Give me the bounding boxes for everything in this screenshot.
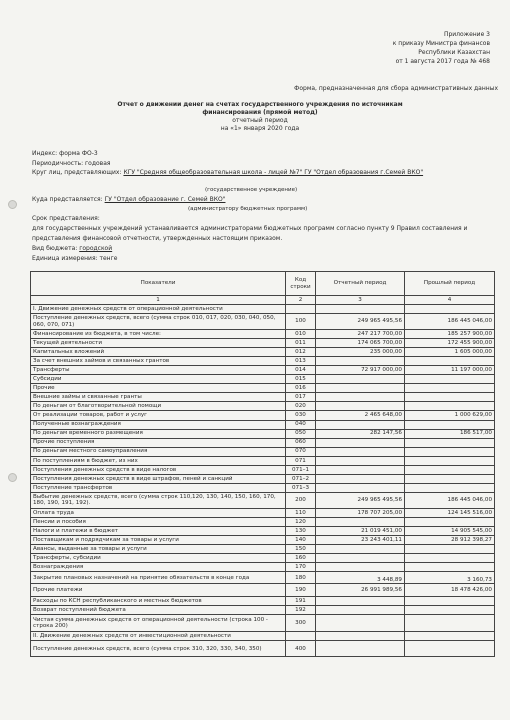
row-previous-value bbox=[405, 438, 495, 447]
binder-hole-mark bbox=[8, 200, 17, 209]
row-indicator: Финансирование из бюджета, в том числе: bbox=[31, 330, 286, 339]
table-row bbox=[31, 348, 495, 357]
row-previous-value: 124 145 516,00 bbox=[405, 508, 495, 517]
table-row bbox=[31, 438, 495, 447]
row-indicator: Поступление денежных средств, всего (сумма строк 010, 017, 020, 030, 040, 050, 060, 070, 071) bbox=[31, 314, 286, 330]
row-current-value bbox=[316, 456, 405, 465]
row-indicator: От реализации товаров, работ и услуг bbox=[31, 411, 286, 420]
row-previous-value bbox=[405, 474, 495, 483]
row-previous-value bbox=[405, 357, 495, 366]
table-row bbox=[31, 393, 495, 402]
table-row bbox=[31, 429, 495, 438]
table-row bbox=[31, 554, 495, 563]
row-previous-value: 186 445 046,00 bbox=[405, 492, 495, 508]
table-row bbox=[31, 563, 495, 572]
row-line-code: 192 bbox=[286, 606, 316, 615]
row-line-code: 200 bbox=[286, 492, 316, 508]
row-current-value bbox=[316, 474, 405, 483]
row-line-code: 100 bbox=[286, 314, 316, 330]
unit-of-measure: Единица измерения: тенге bbox=[32, 255, 118, 262]
row-current-value: 2 465 648,00 bbox=[316, 411, 405, 420]
row-previous-value: 172 455 900,00 bbox=[405, 339, 495, 348]
table-row bbox=[31, 465, 495, 474]
row-current-value bbox=[316, 384, 405, 393]
row-line-code: 013 bbox=[286, 357, 316, 366]
row-current-value bbox=[316, 483, 405, 492]
row-indicator: Прочие поступления bbox=[31, 438, 286, 447]
table-row bbox=[31, 366, 495, 375]
recipient: Куда представляется: ГУ "Отдел образование г. Семей ВКО" bbox=[32, 196, 226, 203]
row-previous-value: 1 605 000,00 bbox=[405, 348, 495, 357]
row-line-code: 071–3 bbox=[286, 483, 316, 492]
row-previous-value bbox=[405, 375, 495, 384]
table-row bbox=[31, 305, 495, 314]
row-previous-value: 186 445 046,00 bbox=[405, 314, 495, 330]
table-row bbox=[31, 384, 495, 393]
row-line-code: 010 bbox=[286, 330, 316, 339]
row-indicator: II. Движение денежных средств от инвестиционной деятельности bbox=[31, 632, 286, 641]
binder-hole-mark bbox=[8, 473, 17, 482]
row-indicator: Капитальных вложений bbox=[31, 348, 286, 357]
row-previous-value: 185 257 900,00 bbox=[405, 330, 495, 339]
row-current-value bbox=[316, 554, 405, 563]
row-line-code bbox=[286, 632, 316, 641]
row-indicator: Чистая сумма денежных средств от операционной деятельности (строка 100 - строка 200) bbox=[31, 615, 286, 632]
row-previous-value bbox=[405, 606, 495, 615]
row-line-code: 400 bbox=[286, 641, 316, 657]
table-row bbox=[31, 632, 495, 641]
row-line-code: 180 bbox=[286, 572, 316, 584]
form-purpose-note: Форма, предназначенная для сбора административных данных bbox=[294, 85, 498, 92]
row-indicator: По деньгам местного самоуправления bbox=[31, 447, 286, 456]
row-current-value bbox=[316, 641, 405, 657]
row-indicator: Субсидии bbox=[31, 375, 286, 384]
row-indicator: Поступления денежных средств в виде налогов bbox=[31, 465, 286, 474]
row-line-code: 160 bbox=[286, 554, 316, 563]
table-row bbox=[31, 357, 495, 366]
row-previous-value bbox=[405, 483, 495, 492]
table-row bbox=[31, 536, 495, 545]
row-previous-value bbox=[405, 384, 495, 393]
table-row bbox=[31, 526, 495, 535]
periodicity: Периодичность: годовая bbox=[32, 160, 111, 167]
row-previous-value bbox=[405, 632, 495, 641]
row-previous-value bbox=[405, 641, 495, 657]
row-current-value bbox=[316, 545, 405, 554]
row-previous-value bbox=[405, 305, 495, 314]
column-number-row: 1 2 3 4 bbox=[31, 296, 495, 305]
row-current-value bbox=[316, 420, 405, 429]
table-row bbox=[31, 615, 495, 632]
row-line-code: 190 bbox=[286, 584, 316, 597]
row-line-code: 071–2 bbox=[286, 474, 316, 483]
row-current-value: 174 065 700,00 bbox=[316, 339, 405, 348]
row-line-code: 110 bbox=[286, 508, 316, 517]
row-indicator: Поступления денежных средств в виде штрафов, пеней и санкций bbox=[31, 474, 286, 483]
row-previous-value bbox=[405, 597, 495, 606]
row-line-code: 040 bbox=[286, 420, 316, 429]
table-header-row bbox=[31, 272, 495, 296]
row-current-value: 282 147,56 bbox=[316, 429, 405, 438]
table-row bbox=[31, 641, 495, 657]
table-row bbox=[31, 597, 495, 606]
row-indicator: По поступлениям в бюджет, из них bbox=[31, 456, 286, 465]
row-indicator: Вознаграждения bbox=[31, 563, 286, 572]
row-indicator: Пенсии и пособия bbox=[31, 517, 286, 526]
report-title: Отчет о движении денег на счетах государственного учреждения по источникам финансирования (прямой метод) отчетный период на «1» января 2020 года bbox=[117, 101, 403, 132]
row-previous-value bbox=[405, 563, 495, 572]
row-indicator: Поступление денежных средств, всего (сумма строк 310, 320, 330, 340, 350) bbox=[31, 641, 286, 657]
row-current-value bbox=[316, 597, 405, 606]
row-current-value: 3 448,89 bbox=[316, 572, 405, 584]
row-previous-value: 3 160,73 bbox=[405, 572, 495, 584]
row-current-value: 23 243 401,11 bbox=[316, 536, 405, 545]
table-row bbox=[31, 330, 495, 339]
deadline-text-line1: для государственных учреждений устанавливается администраторами бюджетных программ согласно пункту 9 Правил составления и bbox=[32, 225, 468, 232]
row-line-code: 300 bbox=[286, 615, 316, 632]
row-previous-value bbox=[405, 465, 495, 474]
row-previous-value bbox=[405, 402, 495, 411]
row-line-code: 050 bbox=[286, 429, 316, 438]
row-line-code: 016 bbox=[286, 384, 316, 393]
row-current-value bbox=[316, 357, 405, 366]
table-row bbox=[31, 474, 495, 483]
table-row bbox=[31, 456, 495, 465]
table-row bbox=[31, 411, 495, 420]
row-line-code: 020 bbox=[286, 402, 316, 411]
row-line-code: 120 bbox=[286, 517, 316, 526]
row-indicator: Поступление трансфертов bbox=[31, 483, 286, 492]
table-row bbox=[31, 517, 495, 526]
row-previous-value: 1 000 629,00 bbox=[405, 411, 495, 420]
row-previous-value: 14 905 545,00 bbox=[405, 526, 495, 535]
recipient-name: ГУ "Отдел образование г. Семей ВКО" bbox=[104, 196, 226, 203]
row-indicator: Закрытие плановых назначений на принятие обязательств в конце года bbox=[31, 572, 286, 584]
row-indicator: Поставщикам и подрядчикам за товары и услуги bbox=[31, 536, 286, 545]
row-indicator: По деньгам от благотворительной помощи bbox=[31, 402, 286, 411]
row-indicator: Внешние займы и связанные гранты bbox=[31, 393, 286, 402]
row-current-value bbox=[316, 393, 405, 402]
table-row bbox=[31, 447, 495, 456]
row-previous-value bbox=[405, 456, 495, 465]
row-line-code: 140 bbox=[286, 536, 316, 545]
table-row bbox=[31, 339, 495, 348]
row-previous-value: 18 478 426,00 bbox=[405, 584, 495, 597]
row-indicator: Налоги и платежи в бюджет bbox=[31, 526, 286, 535]
row-previous-value bbox=[405, 420, 495, 429]
row-line-code: 060 bbox=[286, 438, 316, 447]
row-line-code: 015 bbox=[286, 375, 316, 384]
row-current-value bbox=[316, 606, 405, 615]
row-previous-value: 11 197 000,00 bbox=[405, 366, 495, 375]
row-current-value bbox=[316, 438, 405, 447]
row-indicator: Возврат поступлений бюджета bbox=[31, 606, 286, 615]
row-line-code: 011 bbox=[286, 339, 316, 348]
budget-type: Вид бюджета: городской bbox=[32, 245, 113, 252]
row-previous-value bbox=[405, 554, 495, 563]
recipient-sub-caption: (администратору бюджетных программ) bbox=[188, 206, 308, 212]
row-indicator: Прочие bbox=[31, 384, 286, 393]
row-current-value: 235 000,00 bbox=[316, 348, 405, 357]
row-indicator: Оплата труда bbox=[31, 508, 286, 517]
circle-of-persons: Круг лиц, представляющих: КГУ "Средняя общеобразовательная школа - лицей №7" ГУ "Отдел образования г.Семей ВКО" bbox=[32, 169, 424, 176]
header-line-code: Код строки bbox=[286, 272, 316, 296]
table-row bbox=[31, 314, 495, 330]
row-current-value bbox=[316, 447, 405, 456]
deadline-label: Срок представления: bbox=[32, 215, 100, 222]
row-indicator: Авансы, выданные за товары и услуги bbox=[31, 545, 286, 554]
row-line-code: 014 bbox=[286, 366, 316, 375]
row-current-value bbox=[316, 402, 405, 411]
row-previous-value bbox=[405, 393, 495, 402]
row-current-value bbox=[316, 563, 405, 572]
row-current-value bbox=[316, 305, 405, 314]
row-indicator: По деньгам временного размещения bbox=[31, 429, 286, 438]
row-previous-value bbox=[405, 517, 495, 526]
cash-flow-table bbox=[30, 271, 495, 657]
row-current-value bbox=[316, 375, 405, 384]
row-current-value: 249 965 495,56 bbox=[316, 492, 405, 508]
row-indicator: Расходы по КСН республиканского и местных бюджетов bbox=[31, 597, 286, 606]
row-line-code: 071–1 bbox=[286, 465, 316, 474]
table-row bbox=[31, 508, 495, 517]
row-current-value: 72 917 000,00 bbox=[316, 366, 405, 375]
header-indicators: Показатели bbox=[31, 272, 286, 296]
institution-name: КГУ "Средняя общеобразовательная школа - лицей №7" ГУ "Отдел образования г.Семей ВКО" bbox=[123, 169, 424, 176]
header-current-period: Отчетный период bbox=[316, 272, 405, 296]
row-previous-value bbox=[405, 545, 495, 554]
table-row bbox=[31, 572, 495, 584]
table-row bbox=[31, 492, 495, 508]
row-line-code: 012 bbox=[286, 348, 316, 357]
row-current-value bbox=[316, 517, 405, 526]
row-line-code: 017 bbox=[286, 393, 316, 402]
row-current-value: 26 991 989,56 bbox=[316, 584, 405, 597]
table-row bbox=[31, 606, 495, 615]
row-line-code: 191 bbox=[286, 597, 316, 606]
row-current-value: 178 707 205,00 bbox=[316, 508, 405, 517]
row-current-value: 21 019 451,00 bbox=[316, 526, 405, 535]
table-row bbox=[31, 375, 495, 384]
table-row bbox=[31, 420, 495, 429]
row-previous-value bbox=[405, 615, 495, 632]
row-indicator: За счет внешних займов и связанных грантов bbox=[31, 357, 286, 366]
table-row bbox=[31, 584, 495, 597]
row-line-code: 170 bbox=[286, 563, 316, 572]
row-current-value: 247 217 700,00 bbox=[316, 330, 405, 339]
row-indicator: Выбытие денежных средств, всего (сумма строк 110,120, 130, 140, 150, 160, 170, 180, 190, 191, 192). bbox=[31, 492, 286, 508]
row-line-code: 070 bbox=[286, 447, 316, 456]
row-current-value: 249 965 495,56 bbox=[316, 314, 405, 330]
table-body bbox=[31, 305, 495, 657]
row-previous-value: 28 912 398,27 bbox=[405, 536, 495, 545]
table-row bbox=[31, 402, 495, 411]
row-line-code bbox=[286, 305, 316, 314]
row-line-code: 130 bbox=[286, 526, 316, 535]
row-line-code: 150 bbox=[286, 545, 316, 554]
table-row bbox=[31, 545, 495, 554]
row-indicator: Прочие платежи bbox=[31, 584, 286, 597]
row-current-value bbox=[316, 465, 405, 474]
row-indicator: Трансферты bbox=[31, 366, 286, 375]
row-line-code: 071 bbox=[286, 456, 316, 465]
row-indicator: Полученные вознаграждения bbox=[31, 420, 286, 429]
header-previous-period: Прошлый период bbox=[405, 272, 495, 296]
row-current-value bbox=[316, 632, 405, 641]
row-current-value bbox=[316, 615, 405, 632]
row-line-code: 030 bbox=[286, 411, 316, 420]
row-previous-value: 186 517,00 bbox=[405, 429, 495, 438]
deadline-text-line2: представления финансовой отчетности, утвержденных настоящим приказом. bbox=[32, 235, 283, 242]
table-row bbox=[31, 483, 495, 492]
row-indicator: I. Движение денежных средств от операционной деятельности bbox=[31, 305, 286, 314]
appendix-header: Приложение 3 к приказу Министра финансов Республики Казахстан от 1 августа 2017 года № 468 bbox=[392, 31, 490, 65]
row-previous-value bbox=[405, 447, 495, 456]
circle-sub-caption: (государственное учреждение) bbox=[205, 187, 298, 193]
form-index: Индекс: форма ФО-3 bbox=[32, 150, 98, 157]
row-indicator: Текущей деятельности bbox=[31, 339, 286, 348]
row-indicator: Трансферты, субсидии bbox=[31, 554, 286, 563]
